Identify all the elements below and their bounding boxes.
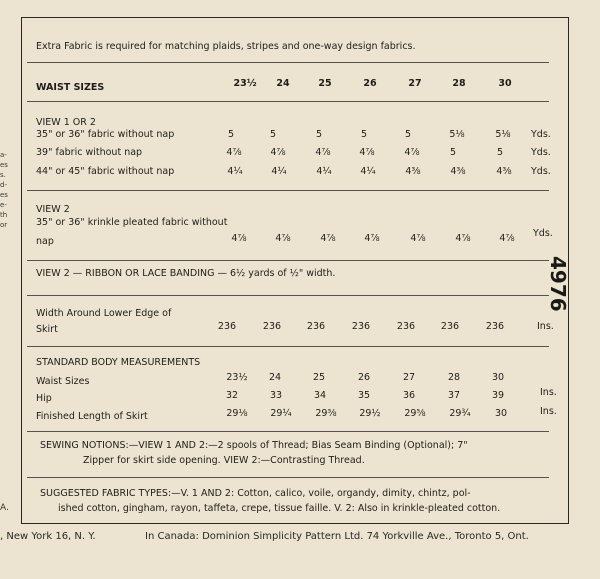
yardage-cell: 4⅞: [320, 233, 336, 244]
left-edge-line: e-: [0, 201, 7, 209]
left-edge-line: th: [0, 211, 8, 219]
yardage-cell: 5: [227, 129, 235, 140]
body-cell: 37: [447, 390, 461, 401]
width-cell: 236: [306, 321, 326, 332]
width-cell: 236: [262, 321, 282, 332]
yardage-cell: 5⅛: [449, 129, 465, 140]
yardage-cell: 4⅞: [499, 233, 515, 244]
unit-label: Ins.: [540, 406, 557, 417]
waist-size-header: 24: [276, 78, 290, 89]
body-cell: 35: [357, 390, 371, 401]
view1-title: VIEW 1 OR 2: [36, 117, 96, 128]
yardage-cell: 5: [269, 129, 277, 140]
left-edge-line: es: [0, 191, 8, 199]
body-cell: 29½: [359, 408, 381, 419]
sewing-notions: SEWING NOTIONS:—VIEW 1 AND 2:—2 spools of Thread; Bias Seam Binding (Optional); 7": [40, 440, 468, 451]
body-cell: 29¼: [270, 408, 292, 419]
unit-label: Yds.: [531, 147, 551, 158]
yardage-cell: 4⅞: [231, 233, 247, 244]
body-cell: 33: [269, 390, 283, 401]
body-cell: 27: [402, 372, 416, 383]
body-cell: 29⅛: [226, 408, 248, 419]
width-cell: 236: [217, 321, 237, 332]
yardage-cell: 5: [360, 129, 368, 140]
view1-row-label: 39" fabric without nap: [36, 147, 143, 158]
yardage-cell: 4¼: [271, 166, 287, 177]
waist-size-header: 30: [498, 78, 512, 89]
yardage-cell: 4¼: [227, 166, 243, 177]
view1-row-label: 44" or 45" fabric without nap: [36, 166, 175, 177]
left-edge-line: a-: [0, 151, 7, 159]
left-edge-text: [0, 150, 8, 230]
body-cell: 30: [491, 372, 505, 383]
left-edge-line: es: [0, 161, 8, 169]
body-cell: 29⅝: [404, 408, 426, 419]
yardage-cell: 4⅜: [405, 166, 421, 177]
footer-address-left: , New York 16, N. Y.: [0, 531, 96, 542]
yardage-cell: 4¼: [360, 166, 376, 177]
body-cell: 39: [491, 390, 505, 401]
body-cell: 30: [494, 408, 508, 419]
width-label: Width Around Lower Edge of: [36, 308, 172, 319]
yardage-cell: 5: [496, 147, 504, 158]
body-cell: 28: [447, 372, 461, 383]
waist-size-header: 28: [452, 78, 466, 89]
width-cell: 236: [485, 321, 505, 332]
view1-row-label: 35" or 36" fabric without nap: [36, 129, 175, 140]
view2-title: VIEW 2: [36, 204, 70, 215]
divider: [27, 101, 549, 102]
yardage-cell: 4⅞: [315, 147, 331, 158]
body-row-label: Waist Sizes: [36, 376, 90, 387]
width-cell: 236: [440, 321, 460, 332]
divider: [27, 346, 549, 347]
width-cell: 236: [396, 321, 416, 332]
yardage-cell: 4⅜: [450, 166, 466, 177]
body-cell: 25: [312, 372, 326, 383]
suggested-fabric-types: ished cotton, gingham, rayon, taffeta, crepe, tissue faille. V. 2: Also in krinkle-pleated cotton.: [58, 503, 501, 514]
waist-size-header: 25: [318, 78, 332, 89]
left-edge-line: d-: [0, 181, 7, 189]
yardage-cell: 4⅞: [359, 147, 375, 158]
intro-note: Extra Fabric is required for matching plaids, stripes and one-way design fabrics.: [36, 41, 416, 52]
left-edge-bottom: A.: [0, 503, 9, 513]
body-cell: 24: [268, 372, 282, 383]
left-edge-line: or: [0, 221, 8, 229]
divider: [27, 190, 549, 191]
footer-address-canada: In Canada: Dominion Simplicity Pattern Ltd. 74 Yorkville Ave., Toronto 5, Ont.: [145, 531, 529, 542]
pattern-number: 4976: [546, 256, 570, 312]
body-measurements-title: STANDARD BODY MEASUREMENTS: [36, 357, 201, 368]
width-cell: 236: [351, 321, 371, 332]
divider: [27, 477, 549, 478]
yardage-cell: 4⅞: [226, 147, 242, 158]
yardage-cell: 4⅞: [410, 233, 426, 244]
unit-label: Yds.: [531, 166, 551, 177]
view2-row-label: nap: [36, 236, 54, 247]
yardage-cell: 4¼: [316, 166, 332, 177]
waist-size-header: 23½: [233, 78, 257, 89]
yardage-cell: 5: [315, 129, 323, 140]
waist-size-header: 27: [408, 78, 422, 89]
width-label: Skirt: [36, 324, 58, 335]
body-cell: 36: [402, 390, 416, 401]
yardage-cell: 4⅞: [270, 147, 286, 158]
waist-sizes-label: WAIST SIZES: [36, 82, 105, 93]
ribbon-banding-note: VIEW 2 — RIBBON OR LACE BANDING — 6½ yards of ½" width.: [36, 268, 336, 279]
body-cell: 26: [357, 372, 371, 383]
divider: [27, 295, 549, 296]
yardage-cell: 4⅞: [364, 233, 380, 244]
body-row-label: Hip: [36, 393, 52, 404]
body-cell: 32: [225, 390, 239, 401]
divider: [27, 260, 549, 261]
suggested-fabric-types: SUGGESTED FABRIC TYPES:—V. 1 AND 2: Cotton, calico, voile, organdy, dimity, chintz, pol-: [40, 488, 471, 499]
unit-label: Ins.: [537, 321, 554, 332]
unit-label: Yds.: [531, 129, 551, 140]
body-cell: 23½: [226, 372, 248, 383]
yardage-cell: 5: [449, 147, 457, 158]
body-cell: 29¾: [449, 408, 471, 419]
yardage-cell: 5⅛: [495, 129, 511, 140]
unit-label: Yds.: [533, 228, 553, 239]
body-cell: 34: [313, 390, 327, 401]
waist-size-header: 26: [363, 78, 377, 89]
sewing-notions: Zipper for skirt side opening. VIEW 2:—Contrasting Thread.: [83, 455, 365, 466]
body-cell: 29⅜: [315, 408, 337, 419]
yardage-cell: 4⅜: [496, 166, 512, 177]
yardage-cell: 4⅞: [404, 147, 420, 158]
yardage-cell: 5: [404, 129, 412, 140]
body-row-label: Finished Length of Skirt: [36, 411, 148, 422]
yardage-cell: 4⅞: [275, 233, 291, 244]
yardage-cell: 4⅞: [455, 233, 471, 244]
unit-label: Ins.: [540, 387, 557, 398]
divider: [27, 62, 549, 63]
divider: [27, 431, 549, 432]
view2-row-label: 35" or 36" krinkle pleated fabric without: [36, 217, 228, 228]
left-edge-line: s.: [0, 171, 6, 179]
